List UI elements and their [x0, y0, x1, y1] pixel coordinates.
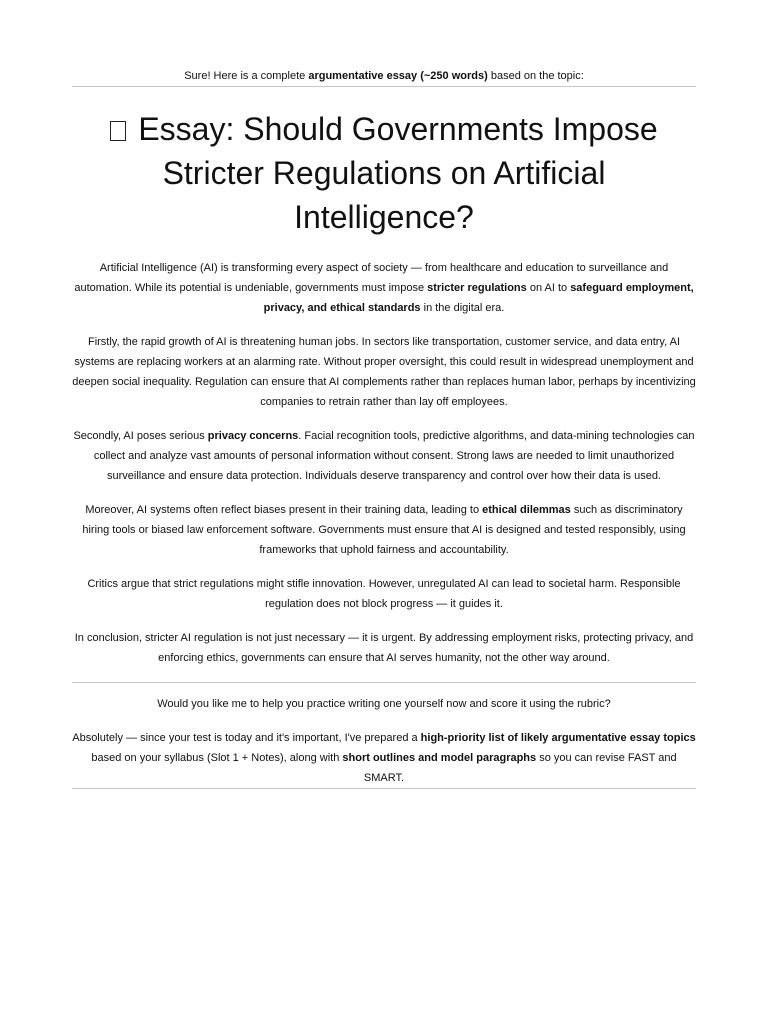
- divider-top: [72, 86, 696, 87]
- divider-middle: [72, 682, 696, 683]
- missing-glyph-icon: [110, 121, 126, 141]
- divider-bottom: [72, 788, 696, 789]
- p1-text-2: on AI to: [526, 282, 571, 294]
- closing-emphasis-2: short outlines and model paragraphs: [342, 752, 537, 764]
- p2-text: Firstly, the rapid growth of AI is threatening human jobs. In sectors like transportation, customer service, and data entry, AI systems are replacing workers at an alarming rate. Without proper oversight, this could result in widespread unemployment and deepen social inequality. Regulation can ensure that AI complements rather than replaces human labor, perhaps by incentivizing companies to retrain rather than lay off employees.: [72, 336, 696, 408]
- follow-up-question: Would you like me to help you practice writing one yourself now and score it using the rubric?: [157, 698, 611, 710]
- p1-emphasis-2: safeguard employment, privacy, and ethical standards: [263, 282, 694, 314]
- intro-text-end: based on the topic:: [487, 70, 584, 82]
- paragraph-counterargument: [72, 574, 696, 614]
- essay-title-text: Essay: Should Governments Impose Stricter Regulations on Artificial Intelligence?: [138, 111, 658, 235]
- p4-text-2: such as discriminatory hiring tools or biased law enforcement software. Governments must ensure that AI is designed and tested responsibly, using frameworks that uphold fairness and accountability.: [82, 504, 686, 556]
- essay-title: [72, 107, 696, 239]
- closing-emphasis-1: high-priority list of likely argumentative essay topics: [420, 732, 696, 744]
- intro-line: [72, 0, 696, 86]
- p3-text-2: . Facial recognition tools, predictive algorithms, and data-mining technologies can collect and analyze vast amounts of personal information without consent. Strong laws are needed to limit unauthorized surveillance and ensure data protection. Individuals deserve transparency and control over how their data is used.: [93, 430, 695, 482]
- intro-emphasis: argumentative essay (~250 words): [308, 70, 488, 82]
- paragraph-introduction: [72, 258, 696, 318]
- intro-text-start: Sure! Here is a complete: [184, 70, 309, 82]
- p6-text: In conclusion, stricter AI regulation is not just necessary — it is urgent. By addressing employment risks, protecting privacy, and enforcing ethics, governments can ensure that AI serves humanity, not the other way around.: [74, 632, 694, 664]
- closing-text-3: so you can revise FAST and SMART.: [363, 752, 677, 784]
- p3-emphasis: privacy concerns: [207, 430, 299, 442]
- paragraph-privacy: [72, 426, 696, 486]
- closing-text-2: based on your syllabus (Slot 1 + Notes), along with: [91, 752, 343, 764]
- essay-body: [72, 258, 696, 668]
- p3-text-1: Secondly, AI poses serious: [73, 430, 208, 442]
- p4-text-1: Moreover, AI systems often reflect biases present in their training data, leading to: [85, 504, 483, 516]
- closing-text-1: Absolutely — since your test is today and it's important, I've prepared a: [72, 732, 421, 744]
- paragraph-conclusion: [72, 628, 696, 668]
- paragraph-jobs: [72, 332, 696, 412]
- p1-text-1: Artificial Intelligence (AI) is transforming every aspect of society — from healthcare and education to surveillance and automation. While its potential is undeniable, governments must impose: [74, 262, 669, 294]
- p5-text: Critics argue that strict regulations might stifle innovation. However, unregulated AI can lead to societal harm. Responsible regulation does not block progress — it guides it.: [87, 578, 681, 610]
- p1-text-3: in the digital era.: [420, 302, 505, 314]
- p1-emphasis-1: stricter regulations: [427, 282, 527, 294]
- paragraph-ethics: [72, 500, 696, 560]
- closing-paragraph: [72, 728, 696, 788]
- p4-emphasis: ethical dilemmas: [482, 504, 571, 516]
